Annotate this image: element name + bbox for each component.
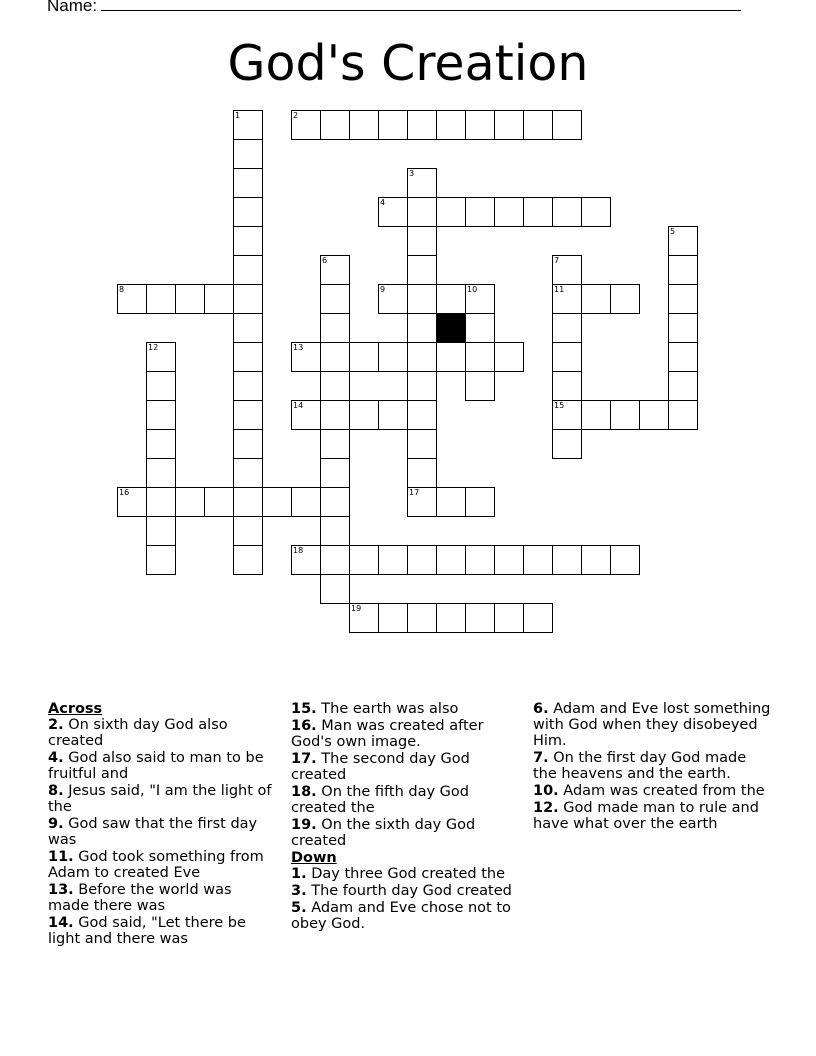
clue-text: Before the world was made there was	[48, 882, 232, 914]
grid-cell[interactable]	[378, 110, 408, 140]
grid-cell[interactable]	[581, 400, 611, 430]
grid-cell[interactable]	[291, 110, 321, 140]
grid-cell[interactable]	[320, 400, 350, 430]
grid-cell[interactable]	[407, 284, 437, 314]
grid-cell[interactable]	[523, 603, 553, 633]
grid-cell[interactable]	[204, 487, 234, 517]
grid-cell[interactable]	[494, 603, 524, 633]
down-clue	[533, 750, 773, 782]
grid-cell[interactable]	[320, 487, 350, 517]
down-clue-list-continued	[533, 701, 773, 832]
grid-cell[interactable]	[291, 400, 321, 430]
down-clue	[533, 783, 773, 799]
grid-cell[interactable]	[320, 429, 350, 459]
clue-num: 18.	[291, 784, 317, 800]
grid-cell[interactable]	[146, 371, 176, 401]
clue-num: 2.	[48, 717, 64, 733]
grid-cell[interactable]	[465, 342, 495, 372]
grid-cell[interactable]	[320, 516, 350, 546]
grid-cell[interactable]	[233, 197, 263, 227]
grid-cell[interactable]	[146, 458, 176, 488]
grid-cell[interactable]	[233, 255, 263, 285]
clue-text: The fourth day God created	[306, 883, 512, 899]
clue-text: On the first day God made the heavens and the earth.	[533, 750, 747, 782]
clue-text: On the sixth day God created	[291, 817, 476, 849]
down-heading: Down	[291, 850, 337, 866]
grid-cell[interactable]	[349, 545, 379, 575]
grid-cell[interactable]	[233, 313, 263, 343]
grid-cell[interactable]	[407, 342, 437, 372]
grid-cell[interactable]	[320, 545, 350, 575]
grid-cell[interactable]	[175, 487, 205, 517]
grid-cell[interactable]	[349, 110, 379, 140]
grid-cell[interactable]	[233, 458, 263, 488]
grid-cell[interactable]	[494, 545, 524, 575]
clue-number: 15	[554, 401, 565, 410]
across-clue	[48, 750, 273, 782]
grid-cell[interactable]	[378, 284, 408, 314]
grid-cell[interactable]	[233, 516, 263, 546]
grid-cell[interactable]	[436, 284, 466, 314]
grid-cell[interactable]	[552, 371, 582, 401]
grid-cell[interactable]	[349, 603, 379, 633]
clue-num: 8.	[48, 783, 64, 799]
clue-number: 14	[293, 401, 304, 410]
grid-cell[interactable]	[349, 342, 379, 372]
clue-num: 7.	[533, 750, 549, 766]
across-heading: Across	[48, 701, 103, 717]
grid-cell[interactable]	[320, 313, 350, 343]
clue-num: 9.	[48, 816, 64, 832]
clue-text: God took something from Adam to created Eve	[48, 849, 264, 881]
grid-cell[interactable]	[465, 371, 495, 401]
clue-num: 14.	[48, 915, 74, 931]
grid-cell[interactable]	[436, 487, 466, 517]
clue-number: 13	[293, 343, 304, 352]
clue-num: 19.	[291, 817, 317, 833]
clue-num: 12.	[533, 800, 559, 816]
clue-number: 17	[409, 488, 420, 497]
across-clue	[291, 718, 516, 750]
grid-cell[interactable]	[523, 545, 553, 575]
clue-number: 11	[554, 285, 565, 294]
across-clue	[291, 784, 516, 816]
clue-number: 8	[119, 285, 125, 294]
grid-cell[interactable]	[436, 603, 466, 633]
grid-cell[interactable]	[494, 197, 524, 227]
across-clue	[291, 701, 516, 717]
grid-cell[interactable]	[552, 110, 582, 140]
grid-cell[interactable]	[610, 284, 640, 314]
grid-cell[interactable]	[320, 371, 350, 401]
grid-cell[interactable]	[407, 313, 437, 343]
across-clue-list-continued	[291, 701, 516, 849]
grid-cell[interactable]	[668, 313, 698, 343]
clue-text: Man was created after God's own image.	[291, 718, 484, 750]
clue-number: 2	[293, 111, 299, 120]
grid-cell[interactable]	[146, 284, 176, 314]
grid-cell[interactable]	[552, 342, 582, 372]
clue-num: 1.	[291, 866, 307, 882]
grid-cell[interactable]	[668, 226, 698, 256]
grid-cell[interactable]	[233, 110, 263, 140]
clue-number: 18	[293, 546, 304, 555]
grid-cell[interactable]	[233, 429, 263, 459]
grid-cell[interactable]	[407, 545, 437, 575]
grid-cell[interactable]	[146, 516, 176, 546]
grid-cell[interactable]	[436, 110, 466, 140]
grid-cell[interactable]	[291, 342, 321, 372]
clue-text: Adam and Eve lost something with God when they disobeyed Him.	[533, 701, 771, 749]
clue-number: 10	[467, 285, 478, 294]
grid-cell[interactable]	[117, 284, 147, 314]
clue-text: God said, "Let there be light and there was	[48, 915, 246, 947]
grid-cell[interactable]	[407, 429, 437, 459]
across-clue	[48, 915, 273, 947]
clue-num: 15.	[291, 701, 317, 717]
grid-cell[interactable]	[465, 284, 495, 314]
clue-text: God saw that the first day was	[48, 816, 258, 848]
grid-cell[interactable]	[233, 545, 263, 575]
grid-cell[interactable]	[378, 197, 408, 227]
grid-cell[interactable]	[233, 226, 263, 256]
clue-num: 10.	[533, 783, 559, 799]
down-clue	[291, 900, 516, 932]
clue-text: Day three God created the	[306, 866, 505, 882]
grid-cell[interactable]	[320, 284, 350, 314]
grid-cell[interactable]	[581, 284, 611, 314]
clue-text: On the fifth day God created the	[291, 784, 469, 816]
clue-num: 3.	[291, 883, 307, 899]
grid-cell[interactable]	[610, 545, 640, 575]
clue-num: 13.	[48, 882, 74, 898]
grid-cell[interactable]	[233, 139, 263, 169]
clue-num: 11.	[48, 849, 74, 865]
grid-cell[interactable]	[233, 400, 263, 430]
clue-num: 17.	[291, 751, 317, 767]
grid-cell[interactable]	[639, 400, 669, 430]
clue-number: 7	[554, 256, 560, 265]
grid-cell[interactable]	[552, 429, 582, 459]
clue-text: Adam and Eve chose not to obey God.	[291, 900, 511, 932]
clues-column-2	[291, 701, 516, 933]
grid-cell[interactable]	[436, 545, 466, 575]
clue-text: The second day God created	[291, 751, 470, 783]
grid-cell[interactable]	[552, 400, 582, 430]
grid-cell[interactable]	[407, 110, 437, 140]
grid-cell[interactable]	[552, 313, 582, 343]
clue-text: God also said to man to be fruitful and	[48, 750, 264, 782]
across-clue	[48, 717, 273, 749]
down-clue-list	[291, 866, 516, 932]
grid-cell[interactable]	[494, 342, 524, 372]
clue-text: The earth was also	[316, 701, 459, 717]
across-clue	[48, 783, 273, 815]
grid-cell[interactable]	[436, 342, 466, 372]
grid-cell[interactable]	[610, 400, 640, 430]
across-clue	[48, 849, 273, 881]
grid-cell[interactable]	[552, 545, 582, 575]
clue-number: 6	[322, 256, 328, 265]
grid-cell[interactable]	[378, 400, 408, 430]
grid-cell[interactable]	[233, 284, 263, 314]
grid-cell[interactable]	[146, 429, 176, 459]
grid-cell[interactable]	[320, 342, 350, 372]
grid-cell[interactable]	[552, 197, 582, 227]
grid-cell[interactable]	[436, 197, 466, 227]
across-clue	[48, 816, 273, 848]
grid-cell[interactable]	[146, 545, 176, 575]
grid-cell[interactable]	[465, 603, 495, 633]
grid-cell[interactable]	[407, 603, 437, 633]
clue-number: 9	[380, 285, 386, 294]
grid-cell[interactable]	[523, 110, 553, 140]
grid-cell[interactable]	[262, 487, 292, 517]
grid-cell[interactable]	[552, 284, 582, 314]
grid-cell[interactable]	[349, 400, 379, 430]
down-clue	[533, 800, 773, 832]
clues-column-1	[48, 701, 273, 948]
down-clue	[291, 883, 516, 899]
grid-block	[436, 313, 466, 343]
grid-cell[interactable]	[523, 197, 553, 227]
grid-cell[interactable]	[407, 197, 437, 227]
grid-cell[interactable]	[378, 342, 408, 372]
down-clue	[533, 701, 773, 749]
grid-cell[interactable]	[233, 487, 263, 517]
grid-cell[interactable]	[407, 400, 437, 430]
clue-number: 12	[148, 343, 159, 352]
clue-number: 1	[235, 111, 241, 120]
grid-cell[interactable]	[407, 226, 437, 256]
grid-cell[interactable]	[668, 371, 698, 401]
grid-cell[interactable]	[581, 197, 611, 227]
down-clue	[291, 866, 516, 882]
grid-cell[interactable]	[465, 110, 495, 140]
grid-cell[interactable]	[378, 545, 408, 575]
grid-cell[interactable]	[465, 545, 495, 575]
grid-cell[interactable]	[552, 255, 582, 285]
grid-cell[interactable]	[407, 487, 437, 517]
clue-number: 16	[119, 488, 130, 497]
grid-cell[interactable]	[407, 371, 437, 401]
grid-cell[interactable]	[233, 371, 263, 401]
across-clue-list	[48, 717, 273, 947]
grid-cell[interactable]	[146, 400, 176, 430]
clue-num: 4.	[48, 750, 64, 766]
name-label: Name:	[47, 0, 98, 15]
clue-text: Adam was created from the	[558, 783, 765, 799]
across-clue	[291, 751, 516, 783]
puzzle-title: God's Creation	[227, 35, 589, 92]
grid-cell[interactable]	[581, 545, 611, 575]
grid-cell[interactable]	[320, 458, 350, 488]
grid-cell[interactable]	[465, 197, 495, 227]
grid-cell[interactable]	[233, 168, 263, 198]
grid-cell[interactable]	[146, 487, 176, 517]
grid-cell[interactable]	[668, 400, 698, 430]
grid-cell[interactable]	[668, 342, 698, 372]
grid-cell[interactable]	[465, 487, 495, 517]
grid-cell[interactable]	[407, 168, 437, 198]
across-clue	[291, 817, 516, 849]
grid-cell[interactable]	[407, 458, 437, 488]
grid-cell[interactable]	[146, 342, 176, 372]
grid-cell[interactable]	[407, 255, 437, 285]
clue-number: 19	[351, 604, 362, 613]
clue-text: God made man to rule and have what over the earth	[533, 800, 759, 832]
grid-cell[interactable]	[465, 313, 495, 343]
clues-column-3	[533, 701, 773, 833]
grid-cell[interactable]	[378, 603, 408, 633]
grid-cell[interactable]	[320, 574, 350, 604]
grid-cell[interactable]	[233, 342, 263, 372]
clue-text: Jesus said, "I am the light of the	[48, 783, 272, 815]
grid-cell[interactable]	[291, 545, 321, 575]
clue-num: 16.	[291, 718, 317, 734]
clue-text: On sixth day God also created	[48, 717, 228, 749]
clue-number: 4	[380, 198, 386, 207]
grid-cell[interactable]	[320, 110, 350, 140]
clue-number: 3	[409, 169, 415, 178]
grid-cell[interactable]	[204, 284, 234, 314]
grid-cell[interactable]	[320, 255, 350, 285]
clue-num: 5.	[291, 900, 307, 916]
grid-cell[interactable]	[175, 284, 205, 314]
grid-cell[interactable]	[668, 255, 698, 285]
grid-cell[interactable]	[291, 487, 321, 517]
grid-cell[interactable]	[494, 110, 524, 140]
grid-cell[interactable]	[117, 487, 147, 517]
clue-number: 5	[670, 227, 676, 236]
across-clue	[48, 882, 273, 914]
clue-num: 6.	[533, 701, 549, 717]
grid-cell[interactable]	[668, 284, 698, 314]
